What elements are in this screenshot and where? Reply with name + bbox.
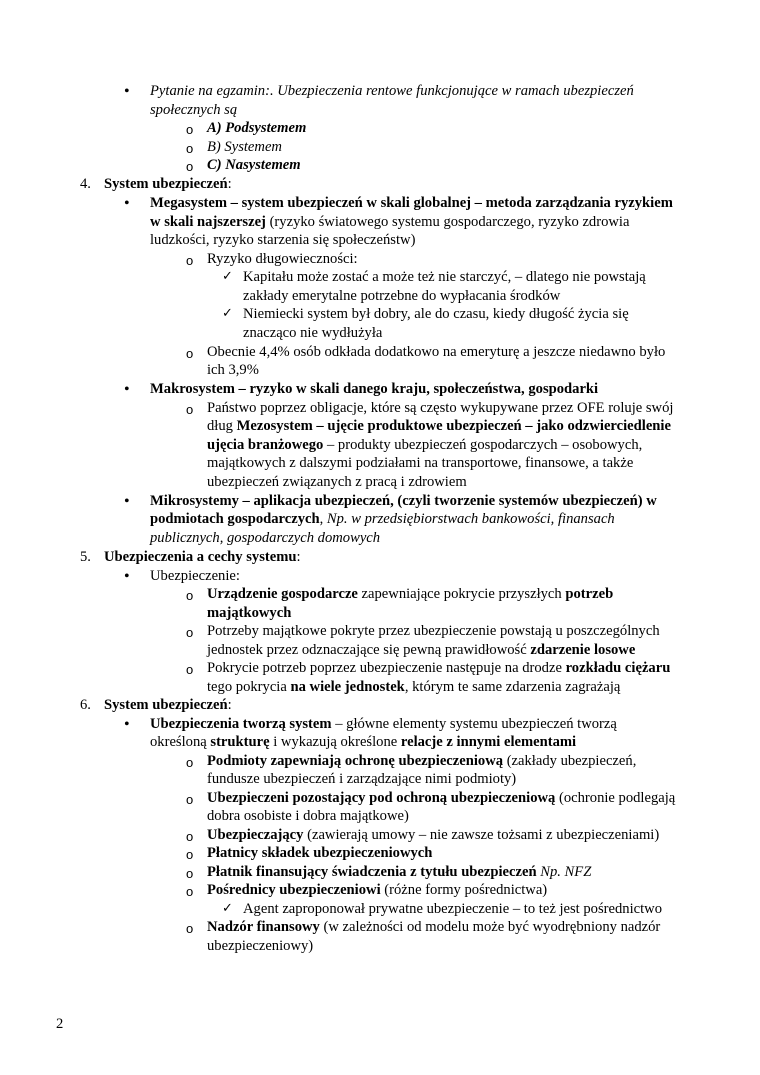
section-number: 4. xyxy=(80,176,91,192)
bullet-disc: • xyxy=(124,195,130,212)
bullet-circle: o xyxy=(186,402,194,417)
bullet-circle: o xyxy=(186,662,194,677)
checkmark-icon: ✓ xyxy=(222,269,233,284)
text-line: jednostek przez odznaczające się pewną prawidłowość zdarzenie losowe xyxy=(207,642,636,658)
checkmark-icon: ✓ xyxy=(222,306,233,321)
text-line: Niemiecki system był dobry, ale do czasu, kiedy długość życia się xyxy=(243,306,629,322)
text-line: Kapitału może zostać a może też nie starczyć, – dlatego nie powstają xyxy=(243,269,646,285)
section-number: 5. xyxy=(80,549,91,565)
bullet-circle: o xyxy=(186,346,194,361)
bullet-circle: o xyxy=(186,141,194,156)
text-line: Podmioty zapewniają ochronę ubezpieczeniową (zakłady ubezpieczeń, xyxy=(207,753,637,769)
text-line: określoną strukturę i wykazują określone relacje z innymi elementami xyxy=(150,734,577,750)
section-heading: System ubezpieczeń: xyxy=(104,697,232,713)
text-line: Płatnicy składek ubezpieczeniowych xyxy=(207,845,433,861)
text-line: Ubezpieczający (zawierają umowy – nie zawsze tożsami z ubezpieczeniami) xyxy=(207,827,660,843)
text-line: Płatnik finansujący świadczenia z tytułu ubezpieczeń Np. NFZ xyxy=(207,864,592,880)
section-heading: System ubezpieczeń: xyxy=(104,176,232,192)
text-line: Pośrednicy ubezpieczeniowi (różne formy pośrednictwa) xyxy=(207,882,548,898)
bullet-circle: o xyxy=(186,792,194,807)
text-line: Urządzenie gospodarcze zapewniające pokrycie przyszłych potrzeb xyxy=(207,586,614,602)
checkmark-icon: ✓ xyxy=(222,901,233,916)
text-line: ubezpieczeniowy) xyxy=(207,938,314,954)
text-line: w skali najszerszej (ryzyko światowego systemu gospodarczego, ryzyko zdrowia xyxy=(150,214,630,230)
text-line: Ubezpieczeni pozostający pod ochroną ubezpieczeniową (ochronie podlegają xyxy=(207,790,676,806)
text-line: podmiotach gospodarczych, Np. w przedsiębiorstwach bankowości, finansach xyxy=(150,511,615,527)
text-line: Ubezpieczenie: xyxy=(150,568,240,584)
text-line: C) Nasystemem xyxy=(207,157,301,173)
bullet-circle: o xyxy=(186,829,194,844)
page-number: 2 xyxy=(56,1016,64,1032)
text-line: B) Systemem xyxy=(207,139,282,155)
bullet-circle: o xyxy=(186,122,194,137)
text-line: społecznych są xyxy=(150,102,238,118)
bullet-disc: • xyxy=(124,716,130,733)
bullet-circle: o xyxy=(186,847,194,862)
text-line: ubezpieczeń związanych z pracą i zdrowiem xyxy=(207,474,467,490)
bullet-circle: o xyxy=(186,921,194,936)
text-line: ich 3,9% xyxy=(207,362,259,378)
text-line: Pokrycie potrzeb poprzez ubezpieczenie następuje na drodze rozkładu ciężaru xyxy=(207,660,671,676)
text-line: Ubezpieczenia tworzą system – główne elementy systemu ubezpieczeń tworzą xyxy=(150,716,617,732)
bullet-circle: o xyxy=(186,625,194,640)
bullet-circle: o xyxy=(186,884,194,899)
text-line: ludzkości, ryzyko starzenia się społeczeństw) xyxy=(150,232,416,248)
text-line: dobra osobiste i dobra majątkowe) xyxy=(207,808,409,824)
bullet-circle: o xyxy=(186,159,194,174)
text-line: majątkowych xyxy=(207,605,292,621)
bullet-circle: o xyxy=(186,588,194,603)
text-line: zakłady emerytalne potrzebne do wypłacania środków xyxy=(243,288,561,304)
text-line: Megasystem – system ubezpieczeń w skali globalnej – metoda zarządzania ryzykiem xyxy=(150,195,673,211)
text-line: Pytanie na egzamin:. Ubezpieczenia rentowe funkcjonujące w ramach ubezpieczeń xyxy=(150,83,634,99)
text-line: Agent zaproponował prywatne ubezpieczenie – to też jest pośrednictwo xyxy=(243,901,663,917)
section-heading: Ubezpieczenia a cechy systemu: xyxy=(104,549,301,565)
text-line: Nadzór finansowy (w zależności od modelu może być wyodrębniony nadzór xyxy=(207,919,661,935)
bullet-disc: • xyxy=(124,568,130,585)
bullet-disc: • xyxy=(124,83,130,100)
bullet-circle: o xyxy=(186,866,194,881)
text-line: ujęcia branżowego – produkty ubezpieczeń gospodarczych – osobowych, xyxy=(207,437,643,453)
text-line: dług Mezosystem – ujęcie produktowe ubezpieczeń – jako odzwierciedlenie xyxy=(207,418,671,434)
text-line: Obecnie 4,4% osób odkłada dodatkowo na emeryturę a jeszcze niedawno było xyxy=(207,344,666,360)
text-line: Ryzyko długowieczności: xyxy=(207,251,358,267)
bullet-circle: o xyxy=(186,755,194,770)
text-line: majątkowych z dalszymi podziałami na transportowe, finansowe, a także xyxy=(207,455,634,471)
text-line: Makrosystem – ryzyko w skali danego kraju, społeczeństwa, gospodarki xyxy=(150,381,599,397)
text-line: publicznych, gospodarczych domowych xyxy=(150,530,381,546)
section-number: 6. xyxy=(80,697,91,713)
text-line: Mikrosystemy – aplikacja ubezpieczeń, (czyli tworzenie systemów ubezpieczeń) w xyxy=(150,493,657,509)
text-line: znacząco nie wydłużyła xyxy=(243,325,383,341)
bullet-circle: o xyxy=(186,253,194,268)
text-line: Potrzeby majątkowe pokryte przez ubezpieczenie powstają u poszczególnych xyxy=(207,623,660,639)
text-line: tego pokrycia na wiele jednostek, którym te same zdarzenia zagrażają xyxy=(207,679,621,695)
bullet-disc: • xyxy=(124,381,130,398)
text-line: fundusze ubezpieczeń i zarządzające nimi podmioty) xyxy=(207,771,517,787)
text-line: Państwo poprzez obligacje, które są często wykupywane przez OFE roluje swój xyxy=(207,400,674,416)
text-line: A) Podsystemem xyxy=(207,120,307,136)
bullet-disc: • xyxy=(124,493,130,510)
